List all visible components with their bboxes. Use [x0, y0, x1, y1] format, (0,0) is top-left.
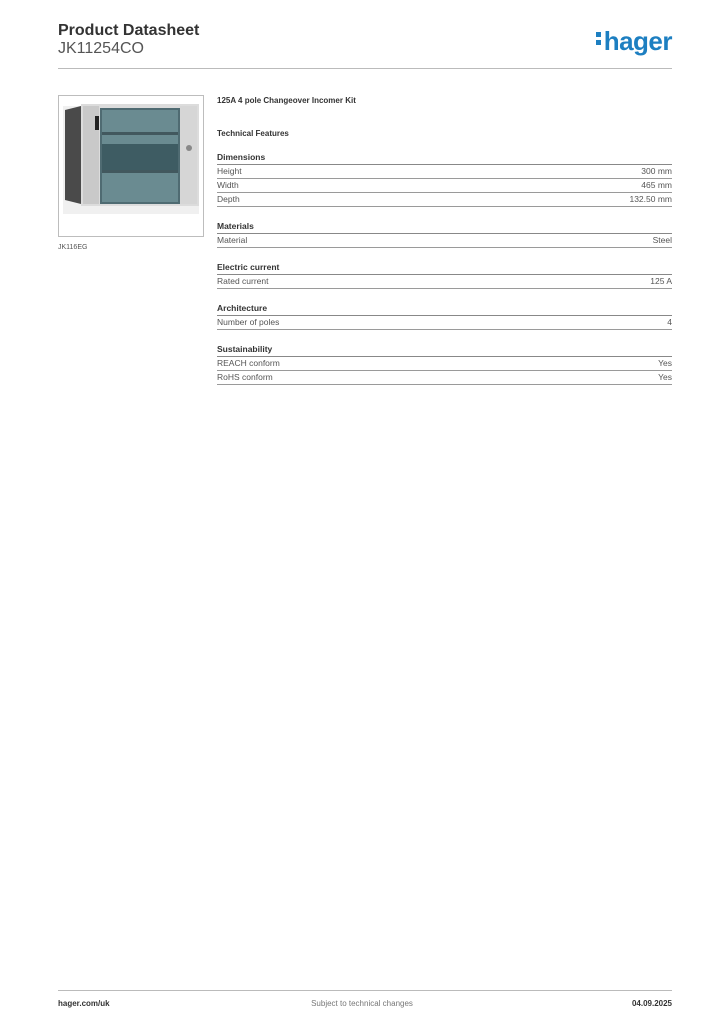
logo-text: hager [603, 26, 672, 56]
group-title: Electric current [217, 262, 672, 275]
product-name: 125A 4 pole Changeover Incomer Kit [217, 96, 356, 105]
spec-row [217, 179, 672, 193]
spec-row [217, 371, 672, 385]
group-title: Sustainability [217, 344, 672, 357]
technical-features-title: Technical Features [217, 129, 289, 138]
page-header [58, 22, 199, 58]
spec-label: REACH conform [217, 358, 280, 368]
footer-date: 04.09.2025 [631, 999, 672, 1008]
product-image [58, 95, 204, 237]
spec-row [217, 234, 672, 248]
spec-value: 300 mm [641, 166, 672, 176]
spec-row [217, 193, 672, 207]
spec-value: Steel [652, 235, 672, 245]
footer-website-link[interactable]: hager.com/uk [58, 999, 110, 1008]
enclosure-illustration [59, 96, 203, 236]
spec-label: RoHS conform [217, 372, 273, 382]
spec-group-materials [217, 221, 672, 248]
group-title: Architecture [217, 303, 672, 316]
spec-value: Yes [658, 358, 672, 368]
spec-label: Depth [217, 194, 240, 204]
group-title: Materials [217, 221, 672, 234]
spec-label: Material [217, 235, 248, 245]
logo-colon-icon [596, 29, 602, 48]
spec-value: 132.50 mm [629, 194, 672, 204]
product-code: JK11254CO [58, 40, 144, 57]
spec-value: Yes [658, 372, 672, 382]
image-caption: JK116EG [58, 244, 88, 251]
document-title: Product Datasheet [58, 22, 200, 39]
spec-group-electric-current [217, 262, 672, 289]
spec-value: 4 [667, 317, 672, 327]
spec-value: 125 A [650, 276, 672, 286]
spec-label: Height [217, 166, 242, 176]
spec-value: 465 mm [641, 180, 672, 190]
spec-label: Rated current [217, 276, 269, 286]
footer-note: Subject to technical changes [311, 999, 413, 1008]
hager-logo [596, 26, 672, 56]
spec-group-dimensions [217, 152, 672, 207]
spec-label: Number of poles [217, 317, 280, 327]
group-title: Dimensions [217, 152, 672, 165]
spec-group-architecture [217, 303, 672, 330]
spec-row [217, 275, 672, 289]
spec-row [217, 316, 672, 330]
spec-row [217, 165, 672, 179]
spec-label: Width [217, 180, 239, 190]
header-divider [58, 68, 672, 69]
footer-divider [58, 990, 672, 991]
spec-group-sustainability [217, 344, 672, 385]
spec-panel [217, 96, 672, 385]
spec-row [217, 357, 672, 371]
